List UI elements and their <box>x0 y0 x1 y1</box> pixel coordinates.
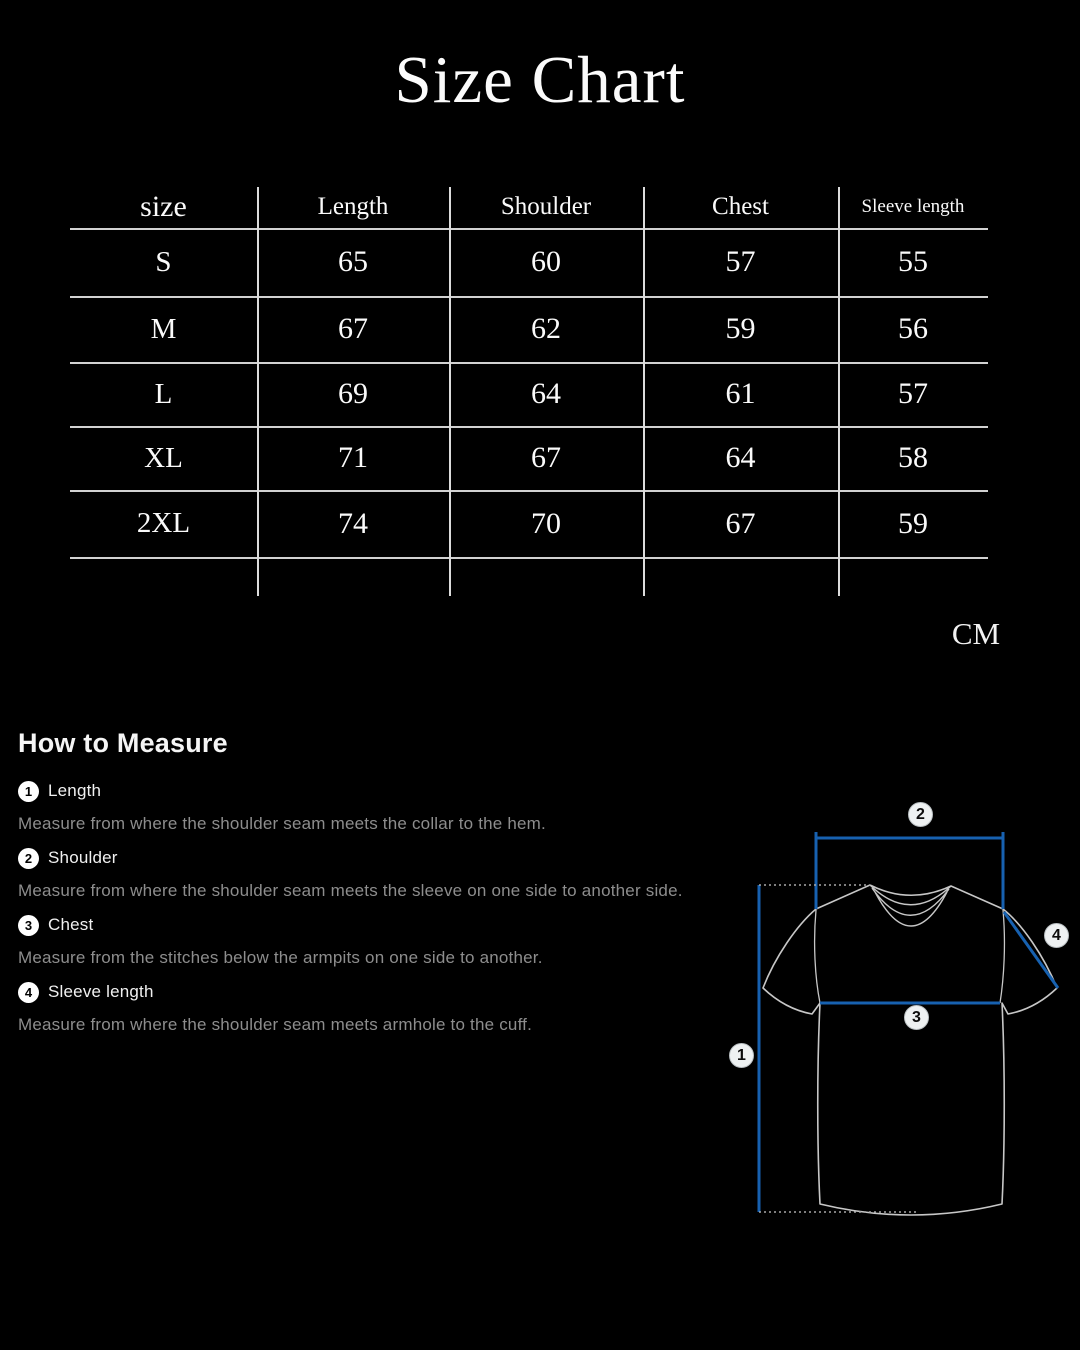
table-cell: 71 <box>338 441 368 474</box>
table-cell: 61 <box>725 377 756 410</box>
row-label: 2XL <box>136 507 191 539</box>
measure-item-label: Length <box>48 781 102 800</box>
measure-item-label: Sleeve length <box>48 982 154 1001</box>
dotted-guides <box>759 885 918 1212</box>
col-header-chest: Chest <box>712 193 769 220</box>
diagram-marker-length: 1 <box>729 1043 754 1068</box>
col-header-sleeve-length: Sleeve length <box>861 196 965 217</box>
table-cell: 69 <box>338 377 368 410</box>
table-cell: 55 <box>898 245 928 278</box>
table-cell: 70 <box>531 506 561 540</box>
row-label: M <box>150 312 177 345</box>
col-header-shoulder: Shoulder <box>500 193 592 220</box>
table-cell: 59 <box>725 312 756 345</box>
armhole-seams <box>815 910 1005 1003</box>
measure-item-shoulder <box>18 847 118 869</box>
measure-item-description: Measure from where the shoulder seam meets the collar to the hem. <box>18 814 546 833</box>
tshirt-diagram <box>700 780 1080 1240</box>
size-table-grid <box>70 186 988 557</box>
diagram-marker-chest: 3 <box>904 1005 929 1030</box>
diagram-marker-shoulder: 2 <box>908 802 933 827</box>
table-cell: 60 <box>531 245 561 278</box>
measure-item-chest <box>18 914 93 936</box>
unit-label: CM <box>951 616 1001 651</box>
table-cell: 67 <box>531 441 561 474</box>
table-cell: 57 <box>898 377 928 410</box>
table-gridline <box>70 557 988 559</box>
number-badge-2: 2 <box>18 848 39 869</box>
table-cell: 57 <box>725 245 756 278</box>
diagram-marker-sleeve-length: 4 <box>1044 923 1069 948</box>
table-cell: 74 <box>338 506 368 540</box>
table-cell: 65 <box>338 245 368 278</box>
row-label: S <box>155 245 172 278</box>
row-label: XL <box>144 441 183 474</box>
row-label: L <box>154 377 173 410</box>
table-cell: 62 <box>531 312 561 345</box>
measure-item-label: Shoulder <box>48 848 118 867</box>
measure-item-description: Measure from the stitches below the armpits on one side to another. <box>18 948 543 967</box>
table-cell: 56 <box>898 312 928 345</box>
page-title: Size Chart <box>394 43 686 117</box>
measure-item-label: Chest <box>48 915 94 934</box>
number-badge-4: 4 <box>18 982 39 1003</box>
number-badge-1: 1 <box>18 781 39 802</box>
tshirt-outline <box>763 885 1057 1215</box>
how-to-measure-heading: How to Measure <box>18 728 228 758</box>
table-cell: 67 <box>725 506 756 540</box>
table-cell: 67 <box>338 312 368 345</box>
col-header-length: Length <box>317 193 389 220</box>
table-cell: 58 <box>898 441 928 474</box>
measure-item-length <box>18 780 101 802</box>
table-cell: 64 <box>531 377 561 410</box>
table-cell: 59 <box>898 506 928 540</box>
measure-item-description: Measure from where the shoulder seam meets armhole to the cuff. <box>18 1015 533 1034</box>
measure-item-description: Measure from where the shoulder seam meets the sleeve on one side to another side. <box>18 881 683 900</box>
col-header-size: size <box>140 190 187 223</box>
number-badge-3: 3 <box>18 915 39 936</box>
measure-item-sleeve-length <box>18 981 154 1003</box>
table-cell: 64 <box>725 441 756 474</box>
